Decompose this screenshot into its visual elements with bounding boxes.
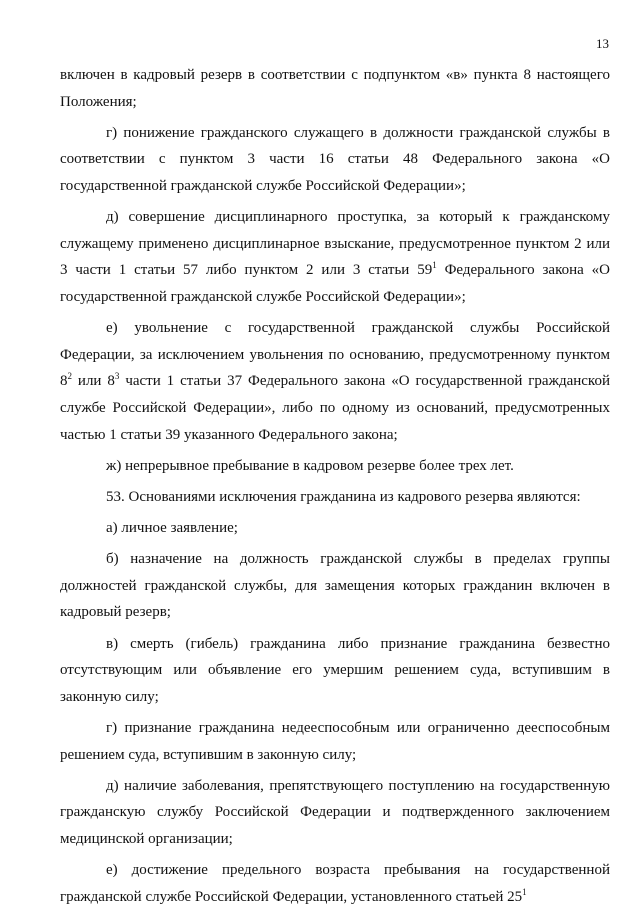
paragraph: [60, 315, 610, 448]
text-run: г) понижение гражданского служащего в должности гражданской службы в соответствии с пунктом 3 части 16 статьи 48 Федерального закона «О государственной гражданской службе Российской Федерации»;: [60, 124, 610, 194]
superscript: 2: [67, 371, 72, 382]
text-run: Федерального закона «О государственной гражданской службе Российской Федерации»;: [60, 262, 610, 305]
superscript: 1: [432, 260, 437, 271]
paragraph: [60, 120, 610, 200]
text-run: б) назначение на должность гражданской службы в пределах группы должностей гражданской службы, для замещения которых гражданин включен в кадровый резерв;: [60, 551, 610, 621]
paragraph: [60, 631, 610, 711]
paragraph: [60, 484, 610, 511]
text-run: ж) непрерывное пребывание в кадровом резерве более трех лет.: [106, 457, 514, 474]
text-run: е) увольнение с государственной гражданской службы Российской Федерации, за исключением увольнения по основанию, предусмотренному пунктом 8: [60, 320, 610, 390]
paragraph: [60, 515, 610, 542]
paragraph: [60, 62, 610, 115]
text-run: части 1 статьи 37 Федерального закона «О государственной гражданской службе Российской Федерации», либо по одному из оснований, предусмотренных частью 1 статьи 39 указанного Федерального закона;: [60, 373, 610, 443]
text-run: 53. Основаниями исключения гражданина из кадрового резерва являются:: [106, 488, 581, 505]
text-run: включен в кадровый резерв в соответствии с подпунктом «в» пункта 8 настоящего Положения;: [60, 67, 610, 110]
text-run: г) признание гражданина недееспособным или ограниченно дееспособным решением суда, вступившим в законную силу;: [60, 720, 610, 763]
text-run: в) смерть (гибель) гражданина либо признание гражданина безвестно отсутствующим или объявление его умершим решением суда, вступившим в законную силу;: [60, 635, 610, 705]
paragraph: [60, 453, 610, 480]
paragraph: [60, 715, 610, 768]
paragraph: [60, 857, 610, 910]
paragraph: [60, 204, 610, 310]
text-run: д) наличие заболевания, препятствующего поступлению на государственную гражданскую службу Российской Федерации и подтвержденного заключением медицинской организации;: [60, 777, 610, 847]
superscript: 3: [114, 371, 120, 382]
paragraph: [60, 773, 610, 853]
paragraph: [60, 546, 610, 626]
document-body: [60, 62, 610, 910]
text-run: а) личное заявление;: [106, 520, 238, 537]
superscript: 1: [522, 886, 527, 897]
text-run: д) совершение дисциплинарного проступка, за который к гражданскому служащему применено дисциплинарное взыскание, предусмотренное пунктом 2 или 3 части 1 статьи 57 либо пунктом 2 или 3 статьи 59: [60, 209, 610, 279]
page-number: 13: [596, 36, 609, 51]
text-run: е) достижение предельного возраста пребывания на государственной гражданской службе Российской Федерации, установленного статьей 25: [60, 862, 610, 905]
text-run: или 8: [72, 373, 115, 390]
